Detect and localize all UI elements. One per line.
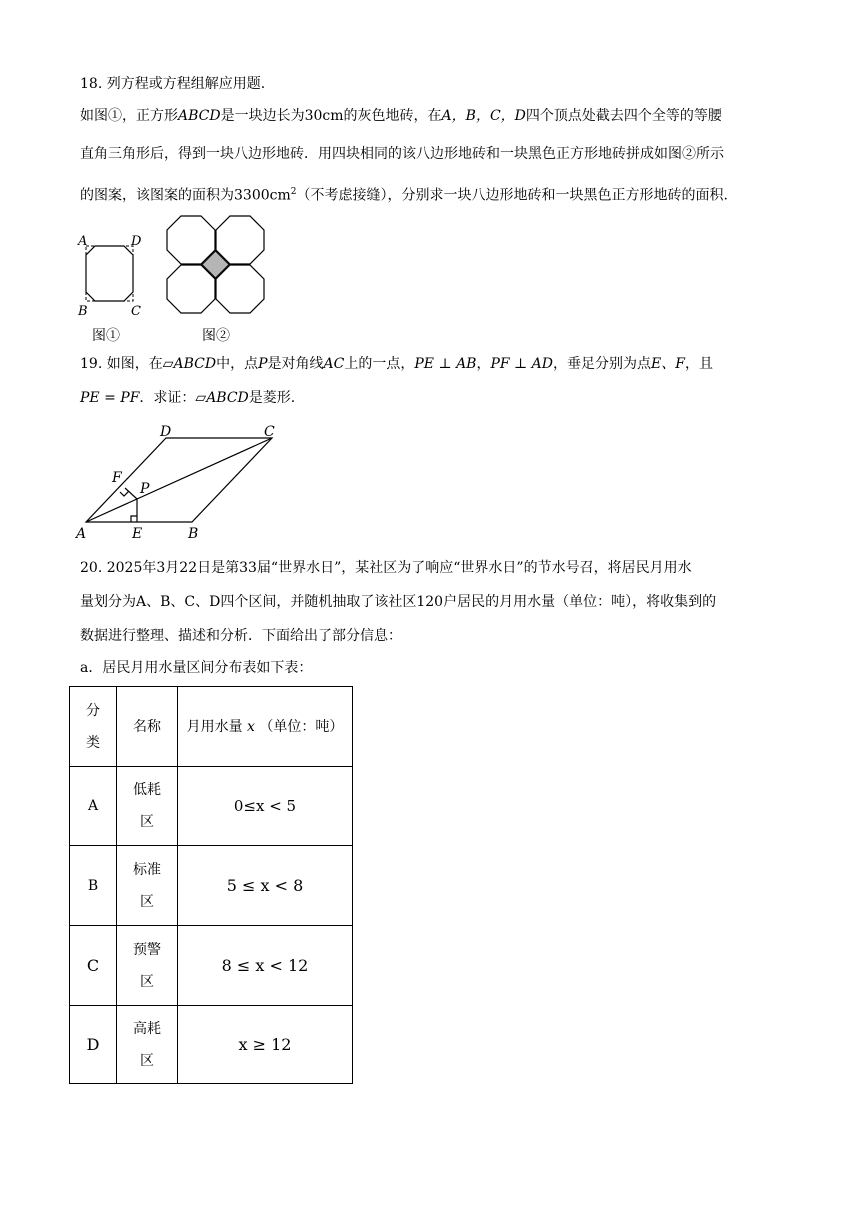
q20-text: 届“世界水日”，某社区为了响应“世界水日”的节水号召，将居民月用水 [256, 560, 692, 576]
label-D: D [160, 424, 172, 440]
q19-parallelogram-name: ABCD [173, 356, 217, 372]
row-range: x ≥ 12 [178, 1006, 353, 1084]
q18-text: 四个顶点处截去四个全等的等腰 [525, 108, 722, 124]
row-name [117, 846, 178, 926]
fig1-label-D: D [131, 234, 142, 249]
q20-sub-a-text: a．居民月用水量区间分布表如下表： [80, 660, 313, 676]
row-category: D [70, 1006, 117, 1084]
label-C: C [264, 424, 275, 440]
q20-month: 3 [156, 560, 166, 576]
fig1-label-A: A [78, 234, 88, 249]
q19-text: ．求证： [139, 390, 196, 406]
row-category: A [70, 767, 117, 846]
fig1-label-B: B [78, 304, 88, 319]
q18-text: 直角三角形后，得到一块八边形地砖．用四块相同的该八边形地砖和一块黑色正方形地砖拼成如图②所示 [80, 146, 724, 162]
q20-sub-a [80, 658, 312, 678]
q20-text: 数据进行整理、描述和分析．下面给出了部分信息： [80, 628, 402, 644]
header-name: 名称 [117, 687, 178, 767]
fig1-caption: 图① [92, 328, 120, 344]
q19-diagonal: AC [323, 356, 345, 372]
q18-text: 是一块边长为 [220, 108, 305, 124]
row-name [117, 926, 178, 1006]
q20-text: 日是第 [197, 560, 240, 576]
q20-text: 户居民的月用水量（单位：吨），将收集到的 [443, 594, 717, 610]
row-category: B [70, 846, 117, 926]
header-category-text: 分类 [86, 702, 100, 751]
q19-text: ，垂足分别为点 [553, 356, 652, 372]
fig1-label-C: C [131, 304, 141, 319]
q20-line-2 [80, 592, 716, 612]
fig2-octagon-bottom-right [216, 265, 264, 313]
row-name-text: 标准区 [133, 861, 161, 910]
parallelogram-symbol: ▱ [162, 356, 174, 372]
table-row [70, 846, 353, 926]
right-angle-F [120, 491, 129, 496]
q18-figure-2 [166, 214, 270, 348]
q18-text: 的图案，该图案的面积为 [80, 187, 234, 204]
q18-text: 的灰色地砖，在 [343, 108, 442, 124]
q19-line-2 [80, 388, 295, 408]
q18-paragraph-line-2 [80, 144, 724, 164]
q19-text: ， [476, 356, 491, 372]
row-name-text: 高耗区 [133, 1020, 161, 1069]
header-usage-var: x [247, 718, 255, 735]
q19-text: 是菱形. [248, 390, 296, 406]
label-A: A [76, 526, 87, 542]
q20-day: 22 [179, 560, 198, 576]
q18-heading-line [80, 74, 265, 94]
q20-line-3 [80, 626, 402, 646]
q18-text: （不考虑接缝），分别求一块八边形地砖和一块黑色正方形地砖的面积. [296, 187, 728, 204]
row-name-text: 低耗区 [133, 782, 161, 830]
table-row [70, 767, 353, 846]
row-name [117, 1006, 178, 1084]
header-usage-label: 月用水量 [186, 718, 243, 735]
q19-line-1 [80, 354, 713, 374]
q20-edition: 33 [239, 560, 257, 576]
q19-condition-pe: PE ⊥ AB [414, 356, 477, 372]
q19-text: 上的一点， [344, 356, 415, 372]
q18-area-value: 3300cm [234, 187, 291, 204]
table-header-row [70, 687, 353, 767]
q19-feet: E、F [651, 356, 685, 372]
fig1-octagon [86, 246, 133, 301]
right-angle-E [131, 516, 137, 522]
label-B: B [188, 526, 199, 542]
fig2-octagon-top-left [167, 216, 215, 264]
q18-figure-1 [76, 232, 146, 348]
label-P: P [140, 481, 150, 497]
q18-side-length: 30cm [304, 108, 344, 124]
q19-point-P: P [258, 356, 268, 372]
q18-number: 18. [80, 76, 103, 92]
q19-parallelogram-name: ABCD [206, 390, 249, 406]
q20-year: 2025 [106, 560, 143, 576]
q18-vertices: A，B，C，D [441, 108, 526, 124]
q20-intervals: A、B、C、D [136, 594, 221, 610]
fig2-caption: 图② [202, 328, 230, 344]
fig2-center-square [202, 251, 229, 278]
q19-text: 中，点 [216, 356, 259, 372]
label-F: F [112, 470, 122, 486]
table-row [70, 1006, 353, 1084]
q20-line-1 [80, 558, 692, 578]
header-category [70, 687, 117, 767]
row-range: 5 ≤ x < 8 [178, 846, 353, 926]
row-name [117, 767, 178, 846]
parallelogram-symbol: ▱ [195, 390, 207, 406]
q18-square-name: ABCD [178, 108, 221, 124]
q20-text: 量划分为 [80, 594, 136, 610]
q20-text: 四个区间，并随机抽取了该社区 [220, 594, 417, 610]
q18-paragraph-line-1 [80, 106, 722, 126]
q20-sample-size: 120 [416, 594, 444, 610]
fig2-octagon-top-right [216, 216, 264, 264]
row-category: C [70, 926, 117, 1006]
row-range: 0≤x < 5 [178, 767, 353, 846]
q20-number: 20. [80, 560, 103, 576]
q19-text: 是对角线 [267, 356, 324, 372]
fig1-square-dashed [86, 246, 133, 301]
q20-text: 年 [142, 560, 157, 576]
label-E: E [132, 526, 143, 542]
fig2-octagon-bottom-left [167, 265, 215, 313]
q19-figure [74, 420, 284, 544]
q18-text: 如图①，正方形 [80, 108, 178, 124]
q20-text: 月 [165, 560, 180, 576]
row-range: 8 ≤ x < 12 [178, 926, 353, 1006]
header-usage [178, 687, 353, 767]
q18-heading: 列方程或方程组解应用题. [106, 76, 266, 92]
q18-area-exponent: 2 [290, 187, 297, 197]
water-usage-table [69, 686, 353, 1084]
q19-text: ，且 [684, 356, 713, 372]
q19-number: 19. [80, 356, 103, 372]
header-usage-unit: （单位：吨） [259, 718, 344, 735]
table-row [70, 926, 353, 1006]
row-name-text: 预警区 [133, 941, 161, 990]
q19-text: 如图，在 [106, 356, 163, 372]
q19-condition-pf: PF ⊥ AD [490, 356, 554, 372]
q18-paragraph-line-3 [80, 182, 728, 206]
q19-condition-equal: PE = PF [80, 390, 140, 406]
